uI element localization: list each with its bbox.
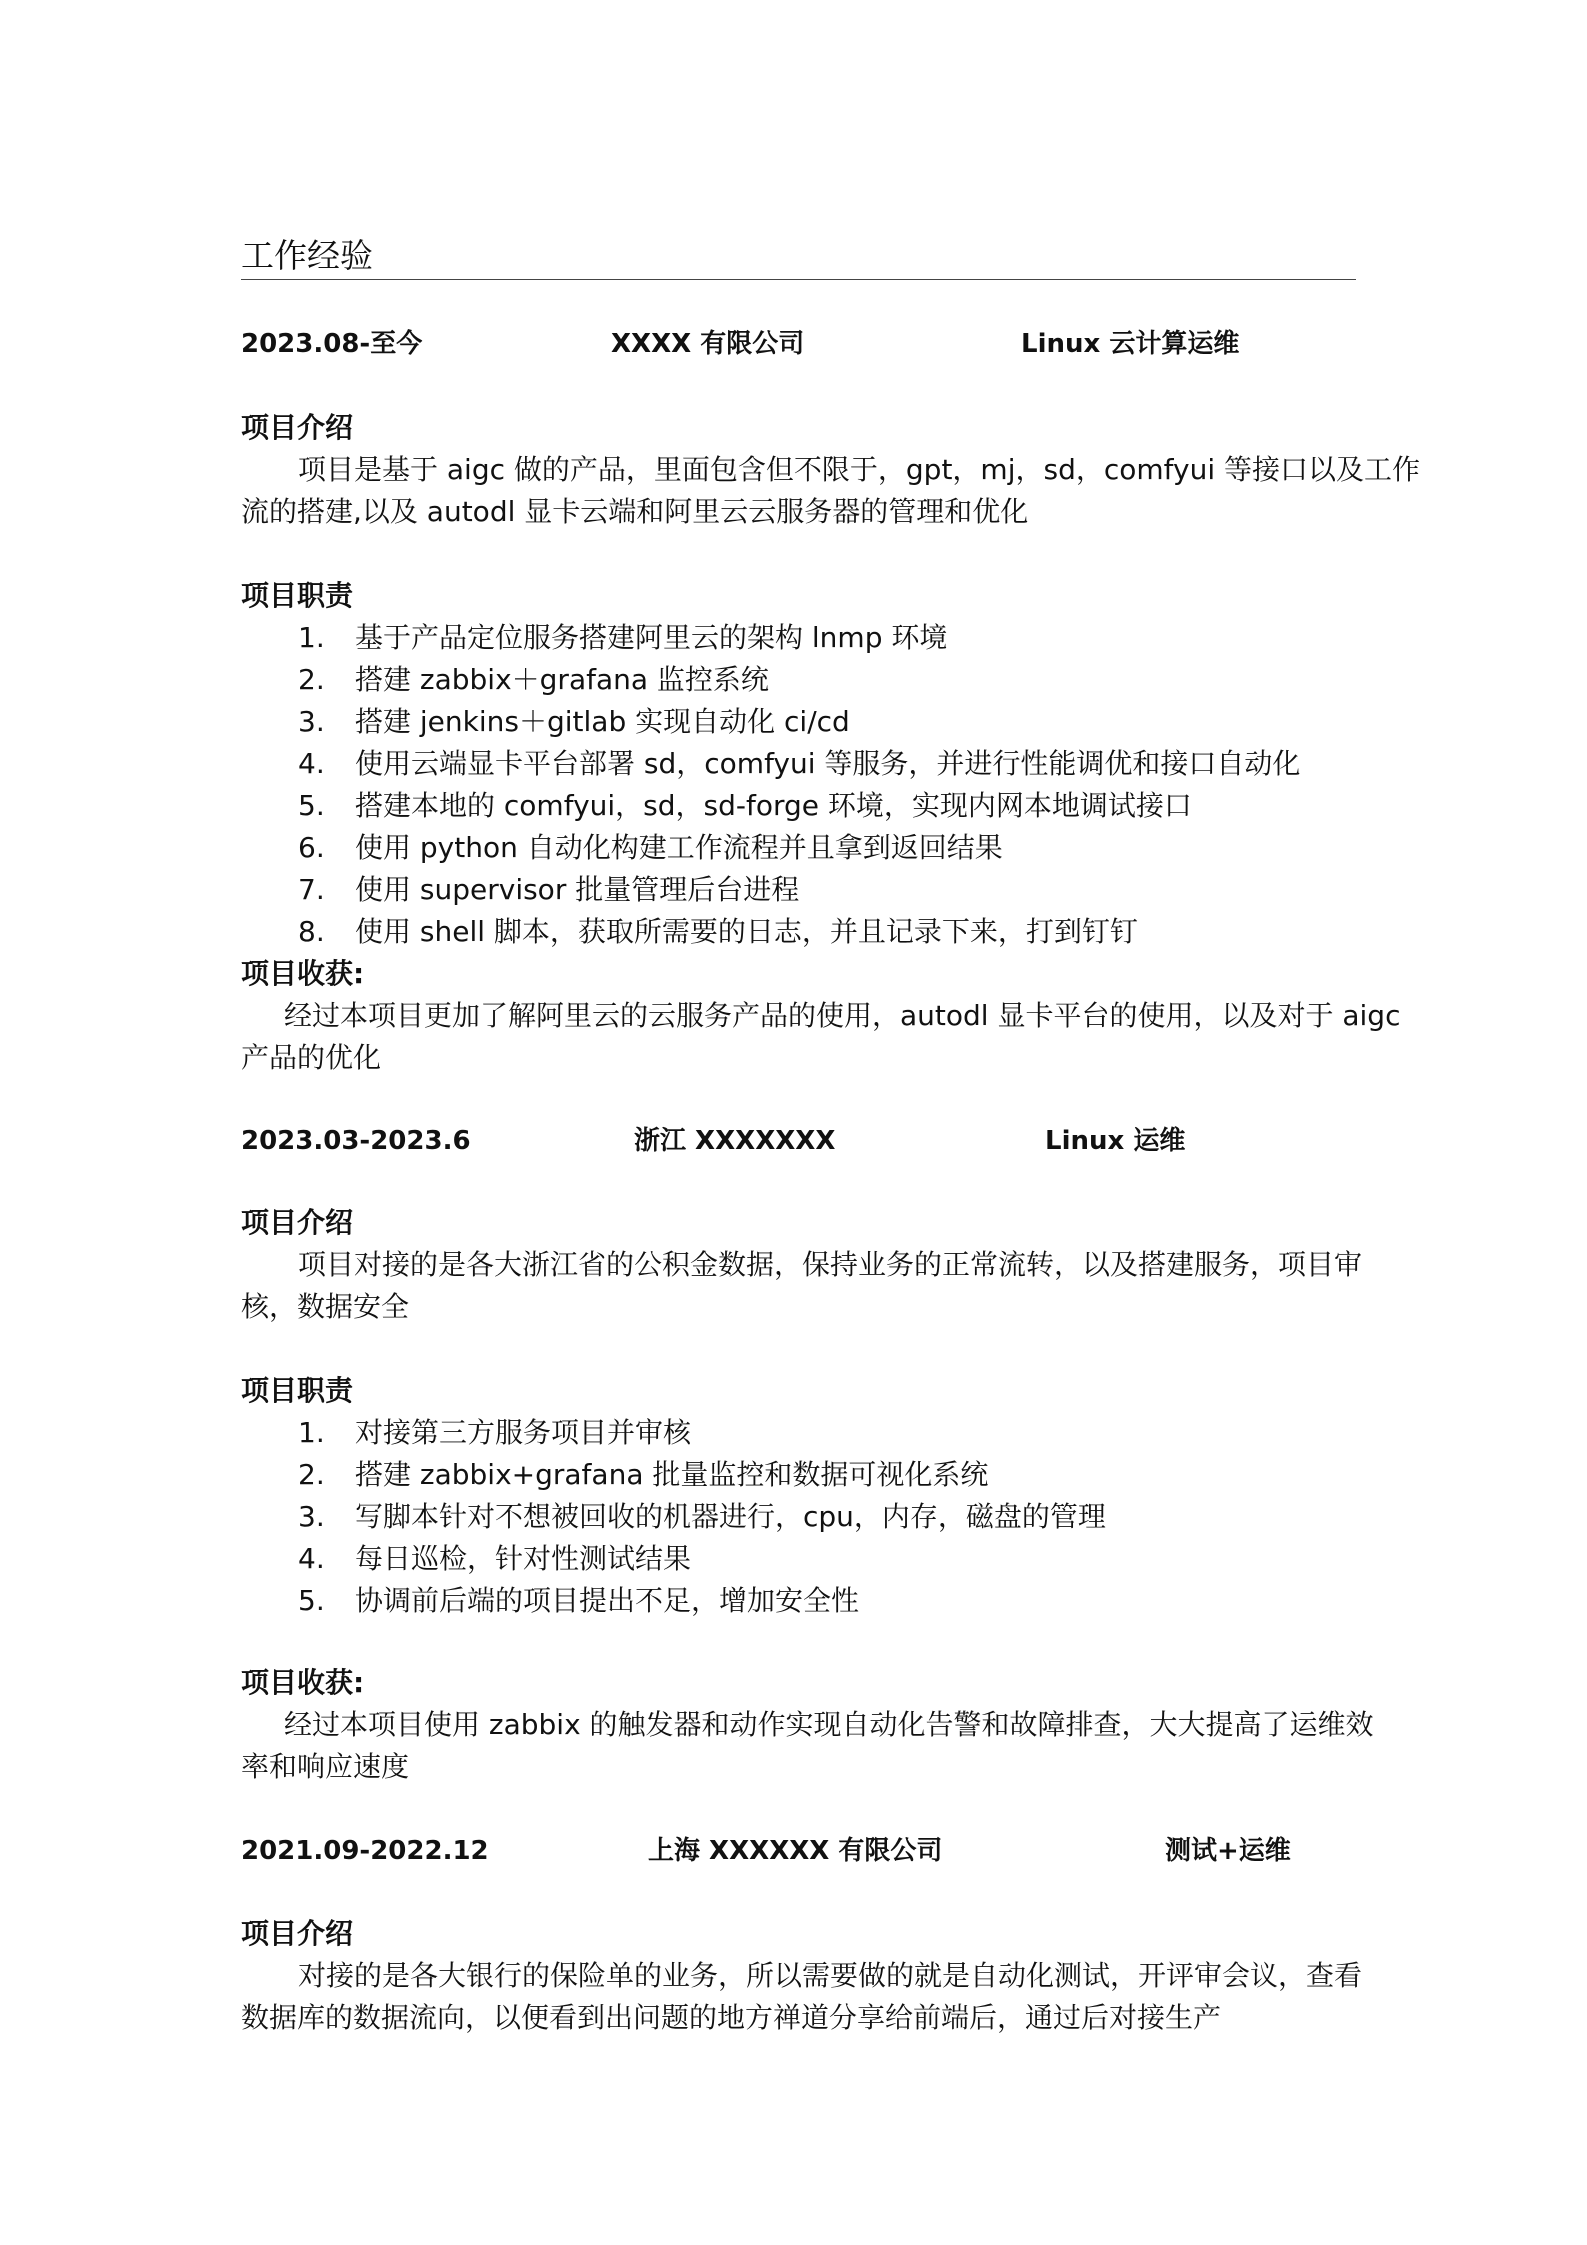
gain-label: 项目收获: xyxy=(241,1666,365,1699)
list-item xyxy=(241,659,1356,701)
intro-text xyxy=(241,1244,1363,1328)
duties-list xyxy=(241,617,1356,953)
intro-text xyxy=(241,1955,1363,2039)
item-text: 使用 shell 脚本，获取所需要的日志，并且记录下来，打到钉钉 xyxy=(355,915,1138,948)
job-header xyxy=(241,1827,1356,1875)
list-item xyxy=(241,1538,1356,1580)
job-company: 浙江 XXXXXXX xyxy=(634,1126,836,1156)
duties-label: 项目职责 xyxy=(241,1374,354,1407)
item-text: 搭建 zabbix+grafana 批量监控和数据可视化系统 xyxy=(355,1458,989,1491)
gain-line: 率和响应速度 xyxy=(241,1750,410,1783)
item-text: 搭建本地的 comfyui，sd，sd-forge 环境，实现内网本地调试接口 xyxy=(355,789,1192,822)
item-number: 5. xyxy=(298,1584,325,1617)
intro-line: 项目是基于 aigc 做的产品，里面包含但不限于，gpt，mj，sd，comfyui 等接口以及工作 xyxy=(298,453,1421,486)
item-text: 对接第三方服务项目并审核 xyxy=(355,1416,692,1449)
intro-line: 数据库的数据流向，以便看到出问题的地方禅道分享给前端后，通过后对接生产 xyxy=(241,2001,1222,2034)
intro-label: 项目介绍 xyxy=(241,411,354,444)
list-item xyxy=(241,869,1356,911)
gain-label: 项目收获: xyxy=(241,957,365,990)
intro-label: 项目介绍 xyxy=(241,1917,354,1950)
list-item xyxy=(241,617,1356,659)
job-role: Linux 运维 xyxy=(1045,1126,1186,1156)
job-header xyxy=(241,1117,1356,1165)
item-number: 2. xyxy=(298,663,325,696)
job-period: 2023.03-2023.6 xyxy=(241,1126,471,1156)
gain-line: 产品的优化 xyxy=(241,1041,382,1074)
job-period: 2021.09-2022.12 xyxy=(241,1836,489,1866)
list-item xyxy=(241,1454,1356,1496)
duties-list xyxy=(241,1412,1356,1622)
item-number: 3. xyxy=(298,1500,325,1533)
item-number: 8. xyxy=(298,915,325,948)
intro-label: 项目介绍 xyxy=(241,1206,354,1239)
item-number: 5. xyxy=(298,789,325,822)
item-text: 写脚本针对不想被回收的机器进行，cpu，内存，磁盘的管理 xyxy=(355,1500,1106,1533)
job-role: 测试+运维 xyxy=(1165,1836,1291,1866)
list-item xyxy=(241,701,1356,743)
item-text: 每日巡检，针对性测试结果 xyxy=(355,1542,692,1575)
duties-label: 项目职责 xyxy=(241,579,354,612)
gain-text xyxy=(241,1704,1374,1788)
item-number: 6. xyxy=(298,831,325,864)
list-item xyxy=(241,827,1356,869)
item-number: 1. xyxy=(298,621,325,654)
list-item xyxy=(241,743,1356,785)
list-item xyxy=(241,1412,1356,1454)
item-number: 7. xyxy=(298,873,325,906)
gain-line: 经过本项目更加了解阿里云的云服务产品的使用，autodl 显卡平台的使用，以及对于 aigc xyxy=(284,999,1401,1032)
list-item xyxy=(241,911,1356,953)
item-text: 搭建 zabbix＋grafana 监控系统 xyxy=(355,663,769,696)
list-item xyxy=(241,1580,1356,1622)
job-company: XXXX 有限公司 xyxy=(611,329,805,359)
job-company: 上海 XXXXXX 有限公司 xyxy=(648,1836,943,1866)
item-text: 搭建 jenkins＋gitlab 实现自动化 ci/cd xyxy=(355,705,850,738)
section-title: 工作经验 xyxy=(241,236,373,275)
item-text: 使用 python 自动化构建工作流程并且拿到返回结果 xyxy=(355,831,1003,864)
intro-text xyxy=(241,449,1421,533)
section-divider xyxy=(241,279,1356,280)
item-text: 基于产品定位服务搭建阿里云的架构 lnmp 环境 xyxy=(355,621,948,654)
job-header xyxy=(241,320,1356,368)
intro-line: 项目对接的是各大浙江省的公积金数据，保持业务的正常流转，以及搭建服务，项目审 xyxy=(298,1248,1363,1281)
intro-line: 核，数据安全 xyxy=(241,1290,410,1323)
job-period: 2023.08-至今 xyxy=(241,329,423,359)
intro-line: 对接的是各大银行的保险单的业务，所以需要做的就是自动化测试，开评审会议，查看 xyxy=(298,1959,1363,1992)
gain-text xyxy=(241,995,1401,1079)
item-text: 协调前后端的项目提出不足，增加安全性 xyxy=(355,1584,860,1617)
gain-line: 经过本项目使用 zabbix 的触发器和动作实现自动化告警和故障排查，大大提高了运维效 xyxy=(284,1708,1374,1741)
item-number: 4. xyxy=(298,747,325,780)
job-role: Linux 云计算运维 xyxy=(1021,329,1240,359)
item-number: 3. xyxy=(298,705,325,738)
intro-line: 流的搭建,以及 autodl 显卡云端和阿里云云服务器的管理和优化 xyxy=(241,495,1029,528)
list-item xyxy=(241,1496,1356,1538)
item-text: 使用云端显卡平台部署 sd，comfyui 等服务，并进行性能调优和接口自动化 xyxy=(355,747,1301,780)
item-number: 2. xyxy=(298,1458,325,1491)
item-number: 4. xyxy=(298,1542,325,1575)
list-item xyxy=(241,785,1356,827)
item-text: 使用 supervisor 批量管理后台进程 xyxy=(355,873,800,906)
item-number: 1. xyxy=(298,1416,325,1449)
